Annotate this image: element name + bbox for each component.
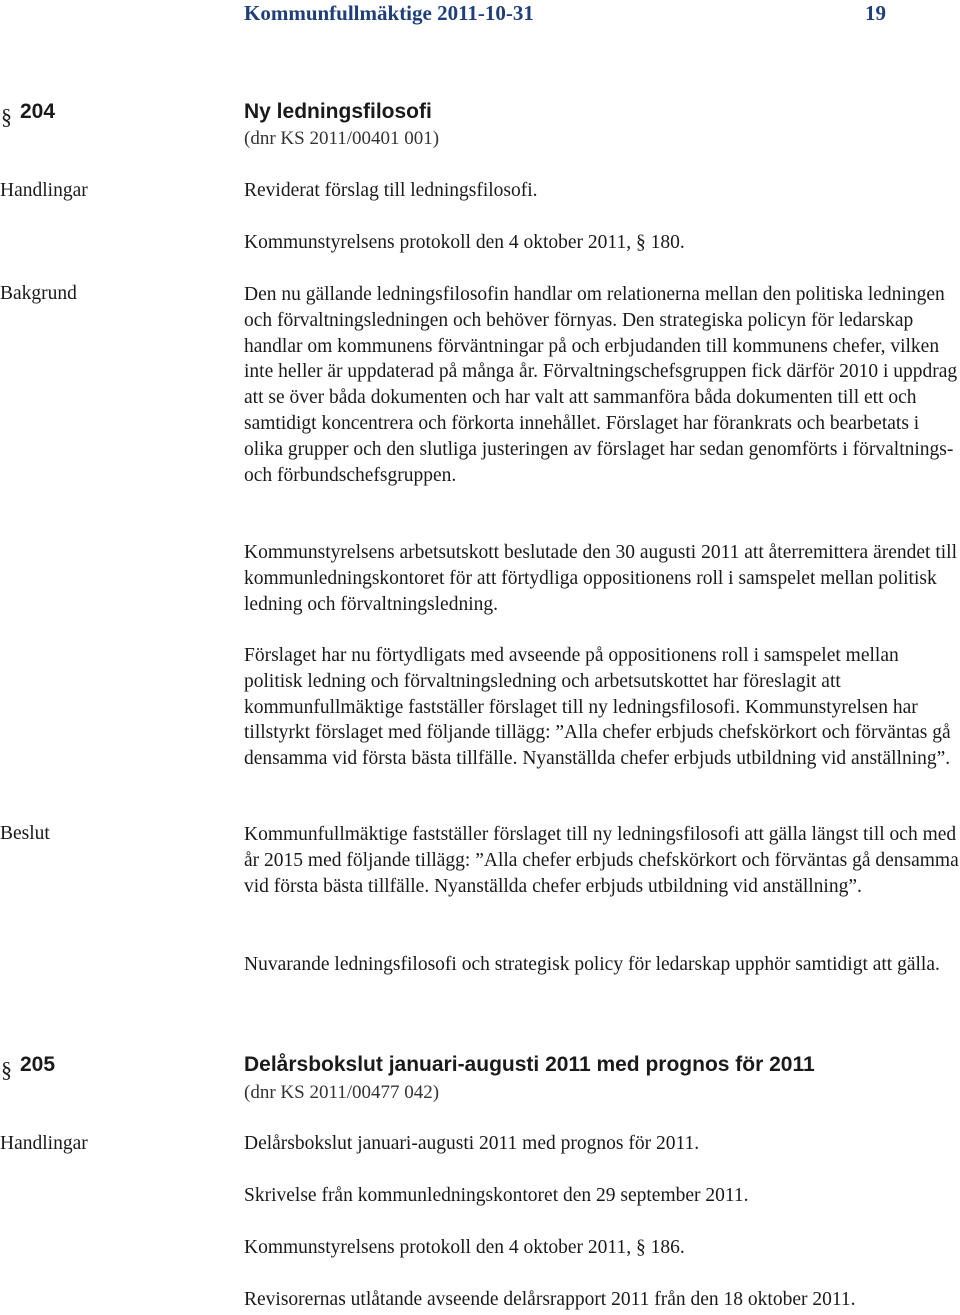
case-title: Delårsbokslut januari-augusti 2011 med prognos för 2011: [244, 1053, 815, 1076]
case-dnr: (dnr KS 2011/00401 001): [244, 128, 440, 149]
handling-item: Kommunstyrelsens protokoll den 4 oktober 2011, § 180.: [244, 232, 685, 253]
bakgrund-label: Bakgrund: [0, 283, 77, 304]
paragraph-mark-icon: [0, 103, 20, 129]
handling-item: Revisorernas utlåtande avseende delårsrapport 2011 från den 18 oktober 2011.: [244, 1289, 856, 1310]
beslut-label: Beslut: [0, 823, 50, 844]
case-number: 204: [20, 100, 56, 123]
page-number: 19: [865, 1, 886, 25]
case-204-heading: [0, 100, 960, 130]
handlingar-label: Handlingar: [0, 1133, 88, 1154]
handling-item: Reviderat förslag till ledningsfilosofi.: [244, 180, 538, 201]
handling-item: Skrivelse från kommunledningskontoret den 29 september 2011.: [244, 1185, 749, 1206]
beslut-paragraph: Nuvarande ledningsfilosofi och strategisk policy för ledarskap upphör samtidigt att gälla.: [244, 954, 940, 975]
bakgrund-paragraph: Förslaget har nu förtydligats med avseende på oppositionens roll i samspelet mellan politisk ledning och förvaltningsledning och arbetsutskottet har föreslagit att kommunfullmäktige fastställer förslaget till ny ledningsfilosofi. Kommunstyrelsen har tillstyrkt förslaget med följande tillägg: ”Alla chefer erbjuds chefskörkort och förväntas gå densamma vid första bästa tillfälle. Nyanställda chefer erbjuds utbildning vid anställning”.: [244, 645, 951, 770]
case-205-heading: [0, 1053, 960, 1083]
document-title: Kommunfullmäktige 2011-10-31: [244, 1, 534, 25]
paragraph-mark-icon: [0, 1056, 20, 1082]
svg-text:§: §: [1, 104, 12, 129]
page-header: [0, 0, 960, 26]
beslut-paragraph: Kommunfullmäktige fastställer förslaget till ny ledningsfilosofi att gälla längst till och med år 2015 med följande tillägg: ”Alla chefer erbjuds chefskörkort och förväntas gå densamma vid första bästa tillfälle. Nyanställda chefer erbjuds utbildning vid anställning”.: [244, 824, 959, 897]
handling-item: Delårsbokslut januari-augusti 2011 med prognos för 2011.: [244, 1133, 700, 1154]
handlingar-label: Handlingar: [0, 180, 88, 201]
bakgrund-paragraph: Den nu gällande ledningsfilosofin handlar om relationerna mellan den politiska ledningen och förvaltningsledningen och behöver förnyas. Den strategiska policyn för ledarskap handlar om kommunens förväntningar på och erbjudanden till kommunens chefer, vilken inte heller är uppdaterad på många år. Förvaltningschefsgruppen fick därför 2010 i uppdrag att se över båda dokumenten och har valt att sammanföra båda dokumenten till ett och samtidigt koncentrera och förkorta innehållet. Förslaget har förankrats och bearbetats i olika grupper och den slutliga justeringen av förslaget har sedan genomförts i förvaltnings- och förbundschefsgruppen.: [244, 284, 958, 486]
case-number: 205: [20, 1053, 56, 1076]
case-dnr: (dnr KS 2011/00477 042): [244, 1082, 440, 1103]
case-title: Ny ledningsfilosofi: [244, 100, 432, 123]
svg-text:§: §: [1, 1057, 12, 1082]
handling-item: Kommunstyrelsens protokoll den 4 oktober 2011, § 186.: [244, 1237, 685, 1258]
bakgrund-paragraph: Kommunstyrelsens arbetsutskott beslutade den 30 augusti 2011 att återremittera ärendet till kommunledningskontoret för att förtydliga oppositionens roll i samspelet mellan politisk ledning och förvaltningsledning.: [244, 542, 958, 615]
